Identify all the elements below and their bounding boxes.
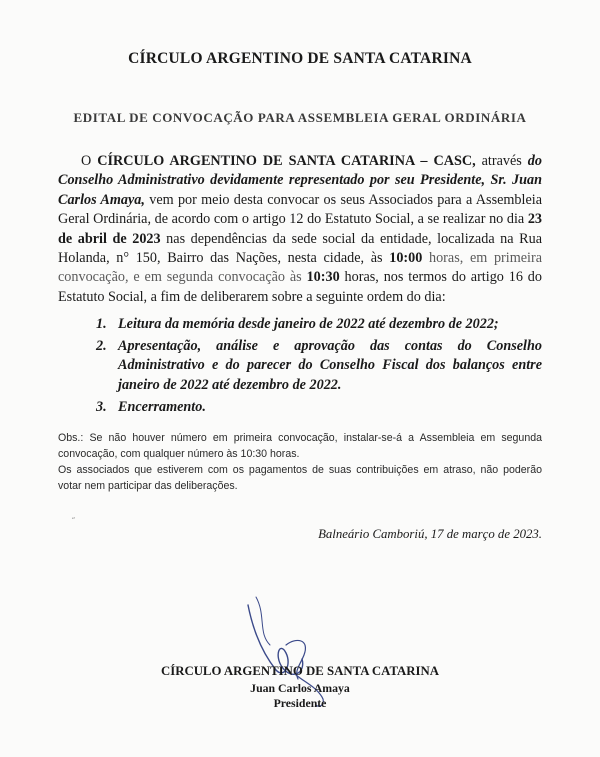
agenda-number: 3. [96,398,107,415]
body-text-segment: horas, em primeira convocação, e em segunda convocação às [58,250,542,286]
signatory-role: Presidente [273,696,327,710]
first-call-time: 10:00 [389,250,423,267]
second-call-time: 10:30 [306,269,340,286]
observations [58,430,542,494]
agenda-list [96,315,542,420]
agenda-text: Encerramento. [118,398,206,415]
representation-clause: do Conselho Administrativo devidamente representado por seu Presidente, Sr. Juan Carlos Amaya, [58,153,542,208]
agenda-item [96,398,542,417]
place-date: Balneário Camboriú, 17 de março de 2023. [318,527,542,541]
signatory-name: Juan Carlos Amaya [250,681,350,695]
org-name-bold: CÍRCULO ARGENTINO DE SANTA CATARINA – CASC, [97,153,476,169]
body-text-segment: O [81,153,98,169]
body-text-segment: nas dependências da sede social da entidade, localizada na Rua Holanda, n° 150, Bairro das Nações, nesta cidade, às [58,230,542,267]
agenda-number: 1. [96,316,107,332]
body-text-segment: horas, nos termos do artigo 16 do Estatuto Social, a fim de deliberarem sobre a seguinte ordem do dia: [58,269,542,305]
body-text-segment: vem por meio desta convocar os seus Associados para a Assembleia Geral Ordinária, de acordo com o artigo 12 do Estatuto Social, a se realizar no dia [58,191,543,228]
agenda-item [96,337,542,395]
assembly-date: 23 de abril de 2023 [58,211,542,247]
org-heading: CÍRCULO ARGENTINO DE SANTA CATARINA [128,50,472,67]
edital-title: EDITAL DE CONVOCAÇÃO PARA ASSEMBLEIA GERAL ORDINÁRIA [73,110,527,125]
agenda-text: Leitura da memória desde janeiro de 2022 até dezembro de 2022; [118,316,499,332]
obs-note: Obs.: Se não houver número em primeira convocação, instalar-se-á a Assembleia em segunda convocação, com qualquer número às 10:30 horas. [58,432,542,460]
body-text-segment: através [475,153,528,169]
obs-note: Os associados que estiverem com os pagamentos de suas contribuições em atraso, não poderão votar nem participar das deliberações. [58,464,542,492]
agenda-text: Apresentação, análise e aprovação das contas do Conselho Administrativo e do parecer do Conselho Fiscal dos balanços entre janeiro de 2022 até dezembro de 2022. [118,338,542,393]
stray-mark-icon: ˶ [72,512,75,522]
agenda-item [96,315,542,334]
agenda-number: 2. [96,338,107,355]
convocation-paragraph [58,152,542,307]
signature-org: CÍRCULO ARGENTINO DE SANTA CATARINA [160,664,439,678]
